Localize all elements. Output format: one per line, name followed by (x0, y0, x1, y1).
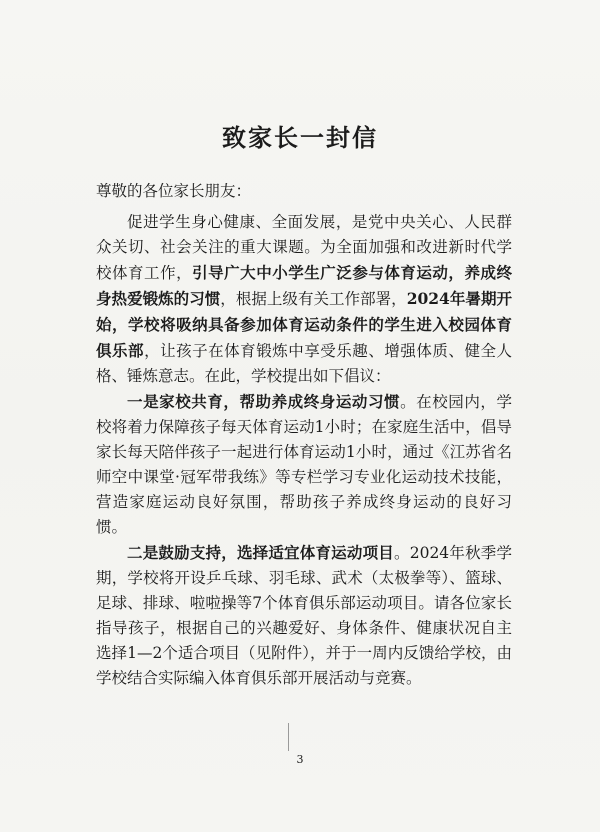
intro-text-3: ，让孩子在体育锻炼中享受乐趣、增强体质、健全人格、锤炼意志。在此，学校提出如下倡议： (96, 342, 512, 385)
intro-bold-2: 2024年暑期开始，学校将吸纳具备参加体育运动条件的学生进入校园体育俱乐部 (96, 289, 512, 360)
point-2-text: 。2024年秋季学期，学校将开设乒乓球、羽毛球、武术（太极拳等）、篮球、足球、排球、啦啦操等7个体育俱乐部运动项目。请各位家长指导孩子，根据自己的兴趣爱好、身体条件、健康状况自主选择1—2个适合项目（见附件），并于一周内反馈给学校，由学校结合实际编入体育俱乐部开展活动与竞赛。 (96, 544, 512, 687)
margin-mark (288, 723, 289, 751)
page-number: 3 (296, 753, 304, 766)
intro-text-1: 促进学生身心健康、全面发展，是党中央关心、人民群众关切、社会关注的重大课题。为全面加强和改进新时代学校体育工作， (96, 213, 512, 282)
letter-body (96, 210, 512, 691)
letter-title: 致家长一封信 (222, 123, 378, 152)
point-1-heading: 一是家校共育，帮助养成终身运动习惯 (127, 392, 401, 411)
intro-paragraph (96, 210, 512, 389)
intro-text-2: ，根据上级有关工作部署， (220, 290, 407, 308)
point-1-text: 。在校园内，学校将着力保障孩子每天体育运动1小时；在家庭生活中，倡导家长每天陪伴孩子一起进行体育运动1小时，通过《江苏省名师空中课堂·冠军带我练》等专栏学习专业化运动技术技能，营造家庭运动良好氛围，帮助孩子养成终身运动的良好习惯。 (96, 393, 512, 536)
point-2-paragraph (96, 540, 512, 691)
letter-greeting: 尊敬的各位家长朋友： (96, 182, 252, 200)
intro-bold-1: 引导广大中小学生广泛参与体育运动，养成终身热爱锻炼的习惯 (96, 263, 512, 308)
point-1-paragraph (96, 389, 512, 540)
point-2-heading: 二是鼓励支持，选择适宜体育运动项目 (127, 543, 395, 562)
